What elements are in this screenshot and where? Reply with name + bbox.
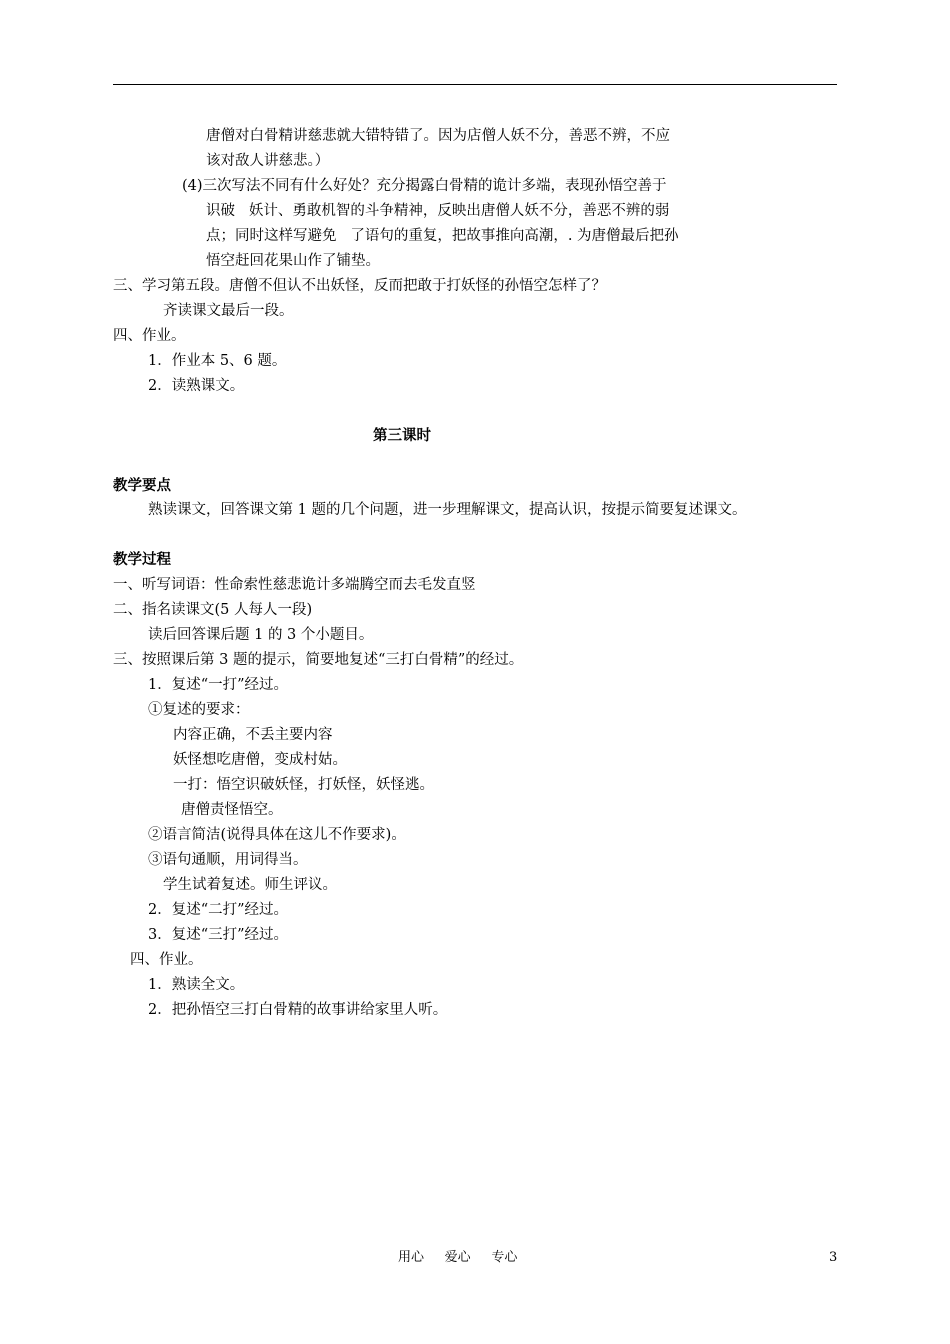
text-line: (4)三次写法不同有什么好处？充分揭露白骨精的诡计多端，表现孙悟空善于 (182, 178, 667, 194)
text-line: 一打：悟空识破妖怪，打妖怪，妖怪逃。 (173, 777, 434, 793)
text-line: 识破 妖计、勇敢机智的斗争精神，反映出唐僧人妖不分，善恶不辨的弱 (206, 203, 670, 219)
text-line: 2．读熟课文。 (148, 378, 245, 394)
text-line: 1．作业本 5、6 题。 (148, 353, 287, 369)
text-line: 一、听写词语：性命索性慈悲诡计多端腾空而去毛发直竖 (113, 577, 476, 593)
text-line: 唐僧责怪悟空。 (181, 802, 283, 818)
heading-teaching-points: 教学要点 (113, 478, 171, 494)
text-line: 学生试着复述。师生评议。 (163, 877, 337, 893)
text-line: 悟空赶回花果山作了铺垫。 (206, 253, 380, 269)
text-line: 三、学习第五段。唐僧不但认不出妖怪，反而把敢于打妖怪的孙悟空怎样了？ (113, 278, 606, 294)
text-line: 点；同时这样写避免 了语句的重复，把故事推向高潮，. 为唐僧最后把孙 (206, 228, 679, 244)
heading-teaching-process: 教学过程 (113, 552, 171, 568)
section-title: 第三课时 (373, 428, 431, 444)
page-number: 3 (829, 1250, 838, 1265)
text-line: 2．复述“二打”经过。 (148, 902, 289, 918)
text-line: 妖怪想吃唐僧，变成村姑。 (173, 752, 347, 768)
text-line: 齐读课文最后一段。 (163, 303, 294, 319)
text-line: ③语句通顺，用词得当。 (148, 852, 308, 868)
footer-motto: 用心 爱心 专心 (398, 1250, 518, 1265)
text-line: 读后回答课后题 1 的 3 个小题目。 (148, 627, 374, 643)
text-line: 3．复述“三打”经过。 (148, 927, 289, 943)
text-line: 四、作业。 (130, 952, 203, 968)
text-line: 1．熟读全文。 (148, 977, 245, 993)
text-line: 唐僧对白骨精讲慈悲就大错特错了。因为店僧人妖不分，善恶不辨，不应 (206, 128, 670, 144)
text-line: 四、作业。 (113, 328, 186, 344)
header-rule (113, 84, 837, 85)
text-line: 该对敌人讲慈悲。） (206, 153, 330, 169)
text-line: ①复述的要求： (148, 702, 250, 718)
text-line: 二、指名读课文(5 人每人一段) (113, 602, 313, 618)
text-line: 2．把孙悟空三打白骨精的故事讲给家里人听。 (148, 1002, 448, 1018)
text-line: 1．复述“一打”经过。 (148, 677, 289, 693)
text-line: 内容正确，不丢主要内容 (173, 727, 333, 743)
text-line: 熟读课文，回答课文第 1 题的几个问题，进一步理解课文，提高认识，按提示简要复述课文。 (148, 502, 747, 518)
text-line: 三、按照课后第 3 题的提示，简要地复述“三打白骨精”的经过。 (113, 652, 524, 668)
text-line: ②语言简洁(说得具体在这儿不作要求)。 (148, 827, 406, 843)
